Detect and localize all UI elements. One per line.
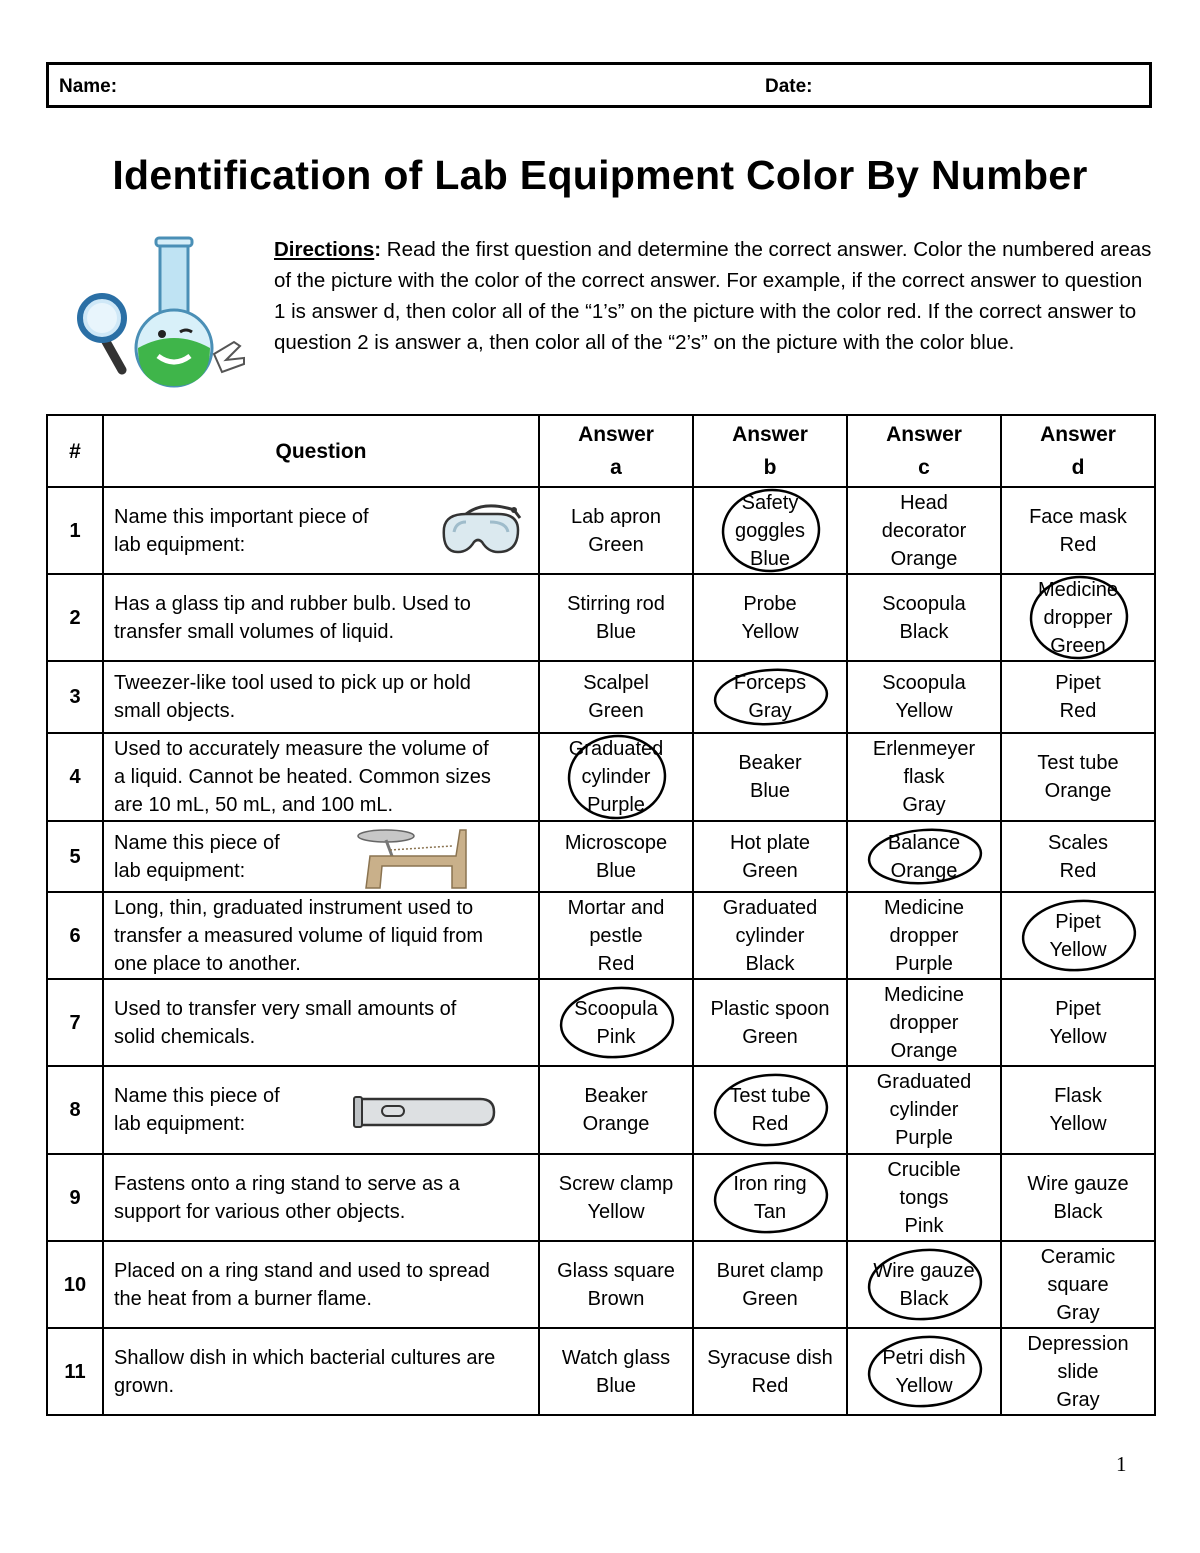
question-line: lab equipment:: [114, 1113, 246, 1135]
answer-c: [847, 574, 1001, 661]
directions-colon: :: [374, 238, 382, 261]
answer-c: [847, 487, 1001, 574]
answer-line: Medicine: [1037, 578, 1119, 601]
question-line: Name this piece of: [114, 1085, 280, 1107]
answer-b: [693, 733, 847, 821]
question-line: transfer a measured volume of liquid from: [114, 924, 484, 947]
answer-line: square: [1047, 1273, 1109, 1296]
answer-line: Red: [1059, 700, 1097, 722]
answer-line: Brown: [587, 1287, 645, 1310]
answer-line: Graduated: [876, 1071, 972, 1093]
answer-line: Blue: [595, 620, 637, 643]
answer-b: [693, 979, 847, 1066]
question-line: Long, thin, graduated instrument used to: [114, 896, 474, 919]
answer-line: Yellow: [741, 620, 799, 643]
answer-line: Crucible: [887, 1158, 961, 1181]
answer-line: Green: [742, 1025, 798, 1048]
answer-line: Yellow: [587, 1200, 645, 1223]
answer-a: [539, 574, 693, 661]
question-number: 8: [47, 1066, 103, 1154]
question-line: solid chemicals.: [114, 1025, 256, 1048]
answer-line: Wire gauze: [873, 1259, 975, 1282]
answer-line: Blue: [595, 859, 637, 882]
question-text: [103, 979, 539, 1066]
question-number: 5: [47, 821, 103, 892]
answer-d: [1001, 1154, 1155, 1241]
answer-d: [1001, 733, 1155, 821]
answer-line: Blue: [595, 1374, 637, 1397]
answer-line: Hot plate: [729, 831, 811, 854]
table-row: [47, 1154, 1155, 1241]
answer-b: [693, 487, 847, 574]
answer-line: Gray: [748, 700, 792, 722]
answer-line: Red: [597, 952, 635, 975]
header-num: #: [47, 415, 103, 487]
answer-a: [539, 1066, 693, 1154]
header-question: Question: [103, 415, 539, 487]
answer-line: Purple: [895, 952, 953, 975]
answer-line: Wire gauze: [1027, 1172, 1129, 1195]
answer-d: [1001, 1241, 1155, 1328]
answer-line: Plastic spoon: [710, 997, 830, 1020]
answer-d: [1001, 821, 1155, 892]
question-number: 7: [47, 979, 103, 1066]
answer-line: Petri dish: [882, 1346, 966, 1369]
answer-a: [539, 1328, 693, 1415]
header-answer-d: Answer d: [1001, 415, 1155, 487]
question-line: grown.: [114, 1374, 175, 1397]
table-row: [47, 1328, 1155, 1415]
question-number: 4: [47, 733, 103, 821]
answer-line: Probe: [743, 592, 797, 615]
answer-line: Black: [899, 620, 949, 643]
question-line: Fastens onto a ring stand to serve as a: [114, 1172, 460, 1195]
answer-line: cylinder: [581, 766, 651, 788]
question-text: [103, 1154, 539, 1241]
question-line: one place to another.: [114, 952, 301, 975]
question-text: [103, 1241, 539, 1328]
answer-line: Safety: [741, 491, 799, 514]
question-line: the heat from a burner flame.: [114, 1287, 372, 1310]
answer-line: Forceps: [733, 672, 807, 694]
flask-mascot-icon: [76, 236, 252, 396]
answer-line: dropper: [1043, 606, 1113, 629]
answer-line: Pink: [904, 1214, 944, 1237]
answer-line: dropper: [889, 1011, 959, 1034]
question-line: a liquid. Cannot be heated. Common sizes: [114, 766, 491, 788]
answer-line: Buret clamp: [716, 1259, 824, 1282]
answer-b: [693, 574, 847, 661]
answer-b: [693, 821, 847, 892]
answer-line: flask: [903, 766, 945, 788]
answer-line: goggles: [734, 519, 806, 542]
balance-icon: [356, 826, 468, 890]
answer-line: Beaker: [738, 752, 802, 774]
answer-line: Green: [588, 533, 644, 556]
header-answer-c: Answer c: [847, 415, 1001, 487]
answer-line: Black: [745, 952, 795, 975]
answer-line: dropper: [889, 924, 959, 947]
answer-c: [847, 1328, 1001, 1415]
answer-line: Depression: [1027, 1332, 1129, 1355]
page-title: Identification of Lab Equipment Color By Number: [112, 152, 1088, 198]
question-line: Has a glass tip and rubber bulb. Used to: [114, 592, 471, 615]
question-line: Name this piece of: [114, 831, 280, 854]
answer-line: Red: [1059, 859, 1097, 882]
answer-c: [847, 1066, 1001, 1154]
answer-line: Blue: [749, 547, 791, 570]
question-text: [103, 574, 539, 661]
table-row: [47, 892, 1155, 979]
answer-a: [539, 979, 693, 1066]
answer-a: [539, 892, 693, 979]
directions: [274, 234, 1154, 358]
question-line: Name this important piece of: [114, 505, 369, 528]
answer-line: Yellow: [1049, 938, 1107, 961]
header-answer-b: Answer b: [693, 415, 847, 487]
answer-line: cylinder: [735, 924, 805, 947]
table-row: [47, 1066, 1155, 1154]
question-number: 9: [47, 1154, 103, 1241]
answer-c: [847, 892, 1001, 979]
directions-label: Directions: [274, 238, 375, 261]
answer-line: Face mask: [1029, 505, 1127, 528]
date-label: Date:: [765, 76, 813, 97]
page-number: 1: [1116, 1452, 1127, 1476]
question-line: transfer small volumes of liquid.: [114, 620, 395, 643]
answer-line: Microscope: [564, 831, 668, 854]
answer-line: Yellow: [1049, 1025, 1107, 1048]
answer-line: Green: [1050, 634, 1106, 657]
answer-line: Orange: [890, 547, 958, 570]
answer-line: Yellow: [1049, 1113, 1107, 1135]
answer-line: Black: [899, 1287, 949, 1310]
answer-line: Scoopula: [882, 672, 966, 694]
answer-line: Red: [751, 1113, 789, 1135]
answer-line: Green: [742, 1287, 798, 1310]
answer-c: [847, 661, 1001, 733]
answer-line: Purple: [587, 794, 645, 816]
answer-line: Purple: [895, 1127, 953, 1149]
answer-line: Balance: [887, 831, 961, 854]
table-row: [47, 1241, 1155, 1328]
answer-line: Orange: [890, 1039, 958, 1062]
answer-b: [693, 1241, 847, 1328]
answer-a: [539, 661, 693, 733]
answer-line: Orange: [890, 859, 958, 882]
answer-line: Beaker: [584, 1085, 648, 1107]
answer-line: Scalpel: [583, 672, 649, 694]
answer-line: Glass square: [557, 1259, 675, 1282]
answer-a: [539, 487, 693, 574]
table-row: [47, 979, 1155, 1066]
answer-line: Pipet: [1055, 910, 1101, 933]
answer-line: Graduated: [568, 738, 664, 760]
directions-text: Read the first question and determine the correct answer. Color the numbered areas of the picture with the color of the correct answer. For example, if the correct answer to question 1 is answer d, then color all of the “1’s” on the picture with the color red. If the correct answer to question 2 is answer a, then color all of the “2’s” on the picture with the color blue.: [274, 238, 1152, 354]
answer-a: [539, 1154, 693, 1241]
answer-line: Blue: [749, 780, 791, 802]
answer-b: [693, 892, 847, 979]
table-row: [47, 661, 1155, 733]
question-line: lab equipment:: [114, 533, 246, 556]
question-text: [103, 487, 539, 574]
answer-line: Gray: [1056, 1388, 1100, 1411]
question-number: 6: [47, 892, 103, 979]
answer-c: [847, 1154, 1001, 1241]
question-text: [103, 1328, 539, 1415]
answer-line: Flask: [1054, 1085, 1102, 1107]
question-line: Used to transfer very small amounts of: [114, 997, 457, 1020]
answer-line: Erlenmeyer: [872, 738, 976, 760]
answer-b: [693, 1154, 847, 1241]
question-line: lab equipment:: [114, 859, 246, 882]
name-date-box: [46, 62, 1152, 108]
answer-c: [847, 821, 1001, 892]
answer-line: Gray: [1056, 1301, 1100, 1324]
answer-line: Screw clamp: [558, 1172, 674, 1195]
answer-line: Orange: [1044, 780, 1112, 802]
test-tube-icon: [352, 1095, 498, 1129]
answer-d: [1001, 574, 1155, 661]
header-answer-a: Answer a: [539, 415, 693, 487]
answer-line: tongs: [899, 1186, 949, 1209]
question-number: 3: [47, 661, 103, 733]
answer-line: Yellow: [895, 1374, 953, 1397]
answer-c: [847, 979, 1001, 1066]
answer-line: Yellow: [895, 700, 953, 722]
answer-line: Syracuse dish: [707, 1346, 833, 1369]
answer-line: Graduated: [722, 896, 818, 919]
table-row: [47, 487, 1155, 574]
answer-d: [1001, 979, 1155, 1066]
answer-line: Test tube: [729, 1085, 811, 1107]
question-number: 2: [47, 574, 103, 661]
table-row: [47, 821, 1155, 892]
answer-line: pestle: [589, 924, 643, 947]
answer-line: Medicine: [883, 896, 965, 919]
question-line: Tweezer-like tool used to pick up or hold: [114, 672, 471, 694]
table-row: [47, 733, 1155, 821]
question-line: small objects.: [114, 700, 236, 722]
question-line: Shallow dish in which bacterial cultures are: [114, 1346, 496, 1369]
answer-line: Stirring rod: [567, 592, 665, 615]
answer-line: Orange: [582, 1113, 650, 1135]
question-table: [46, 414, 1156, 1416]
answer-line: Test tube: [1037, 752, 1119, 774]
answer-line: Medicine: [883, 983, 965, 1006]
answer-line: Pipet: [1055, 997, 1101, 1020]
question-number: 11: [47, 1328, 103, 1415]
answer-line: Iron ring: [733, 1172, 807, 1195]
safety-goggles-icon: [436, 498, 524, 562]
answer-b: [693, 1328, 847, 1415]
answer-a: [539, 733, 693, 821]
answer-line: Black: [1053, 1200, 1103, 1223]
answer-line: Pink: [596, 1025, 636, 1048]
answer-line: Mortar and: [567, 896, 665, 919]
answer-line: Watch glass: [561, 1346, 671, 1369]
question-line: support for various other objects.: [114, 1200, 406, 1223]
question-number: 10: [47, 1241, 103, 1328]
answer-d: [1001, 1328, 1155, 1415]
question-text: [103, 733, 539, 821]
question-text: [103, 821, 539, 892]
answer-line: Pipet: [1055, 672, 1101, 694]
question-line: Used to accurately measure the volume of: [114, 738, 489, 760]
answer-c: [847, 733, 1001, 821]
answer-d: [1001, 1066, 1155, 1154]
answer-line: Tan: [753, 1200, 787, 1223]
answer-d: [1001, 892, 1155, 979]
table-row: [47, 574, 1155, 661]
answer-line: Scoopula: [574, 997, 658, 1020]
answer-b: [693, 1066, 847, 1154]
answer-d: [1001, 661, 1155, 733]
table-header-row: [47, 415, 1155, 487]
answer-line: Lab apron: [570, 505, 662, 528]
answer-line: slide: [1057, 1360, 1099, 1383]
answer-line: Gray: [902, 794, 946, 816]
answer-line: Scoopula: [882, 592, 966, 615]
name-label: Name:: [59, 76, 118, 97]
answer-line: Scales: [1047, 831, 1109, 854]
question-line: are 10 mL, 50 mL, and 100 mL.: [114, 794, 394, 816]
answer-c: [847, 1241, 1001, 1328]
answer-a: [539, 821, 693, 892]
answer-b: [693, 661, 847, 733]
answer-line: Red: [1059, 533, 1097, 556]
answer-line: decorator: [881, 519, 967, 542]
answer-line: Ceramic: [1040, 1245, 1116, 1268]
question-number: 1: [47, 487, 103, 574]
question-text: [103, 661, 539, 733]
answer-line: Green: [742, 859, 798, 882]
answer-line: Head: [900, 491, 948, 514]
answer-line: Green: [588, 700, 644, 722]
answer-line: cylinder: [889, 1099, 959, 1121]
question-line: Placed on a ring stand and used to spread: [114, 1259, 490, 1282]
answer-d: [1001, 487, 1155, 574]
answer-a: [539, 1241, 693, 1328]
question-text: [103, 1066, 539, 1154]
answer-line: Red: [751, 1374, 789, 1397]
question-text: [103, 892, 539, 979]
